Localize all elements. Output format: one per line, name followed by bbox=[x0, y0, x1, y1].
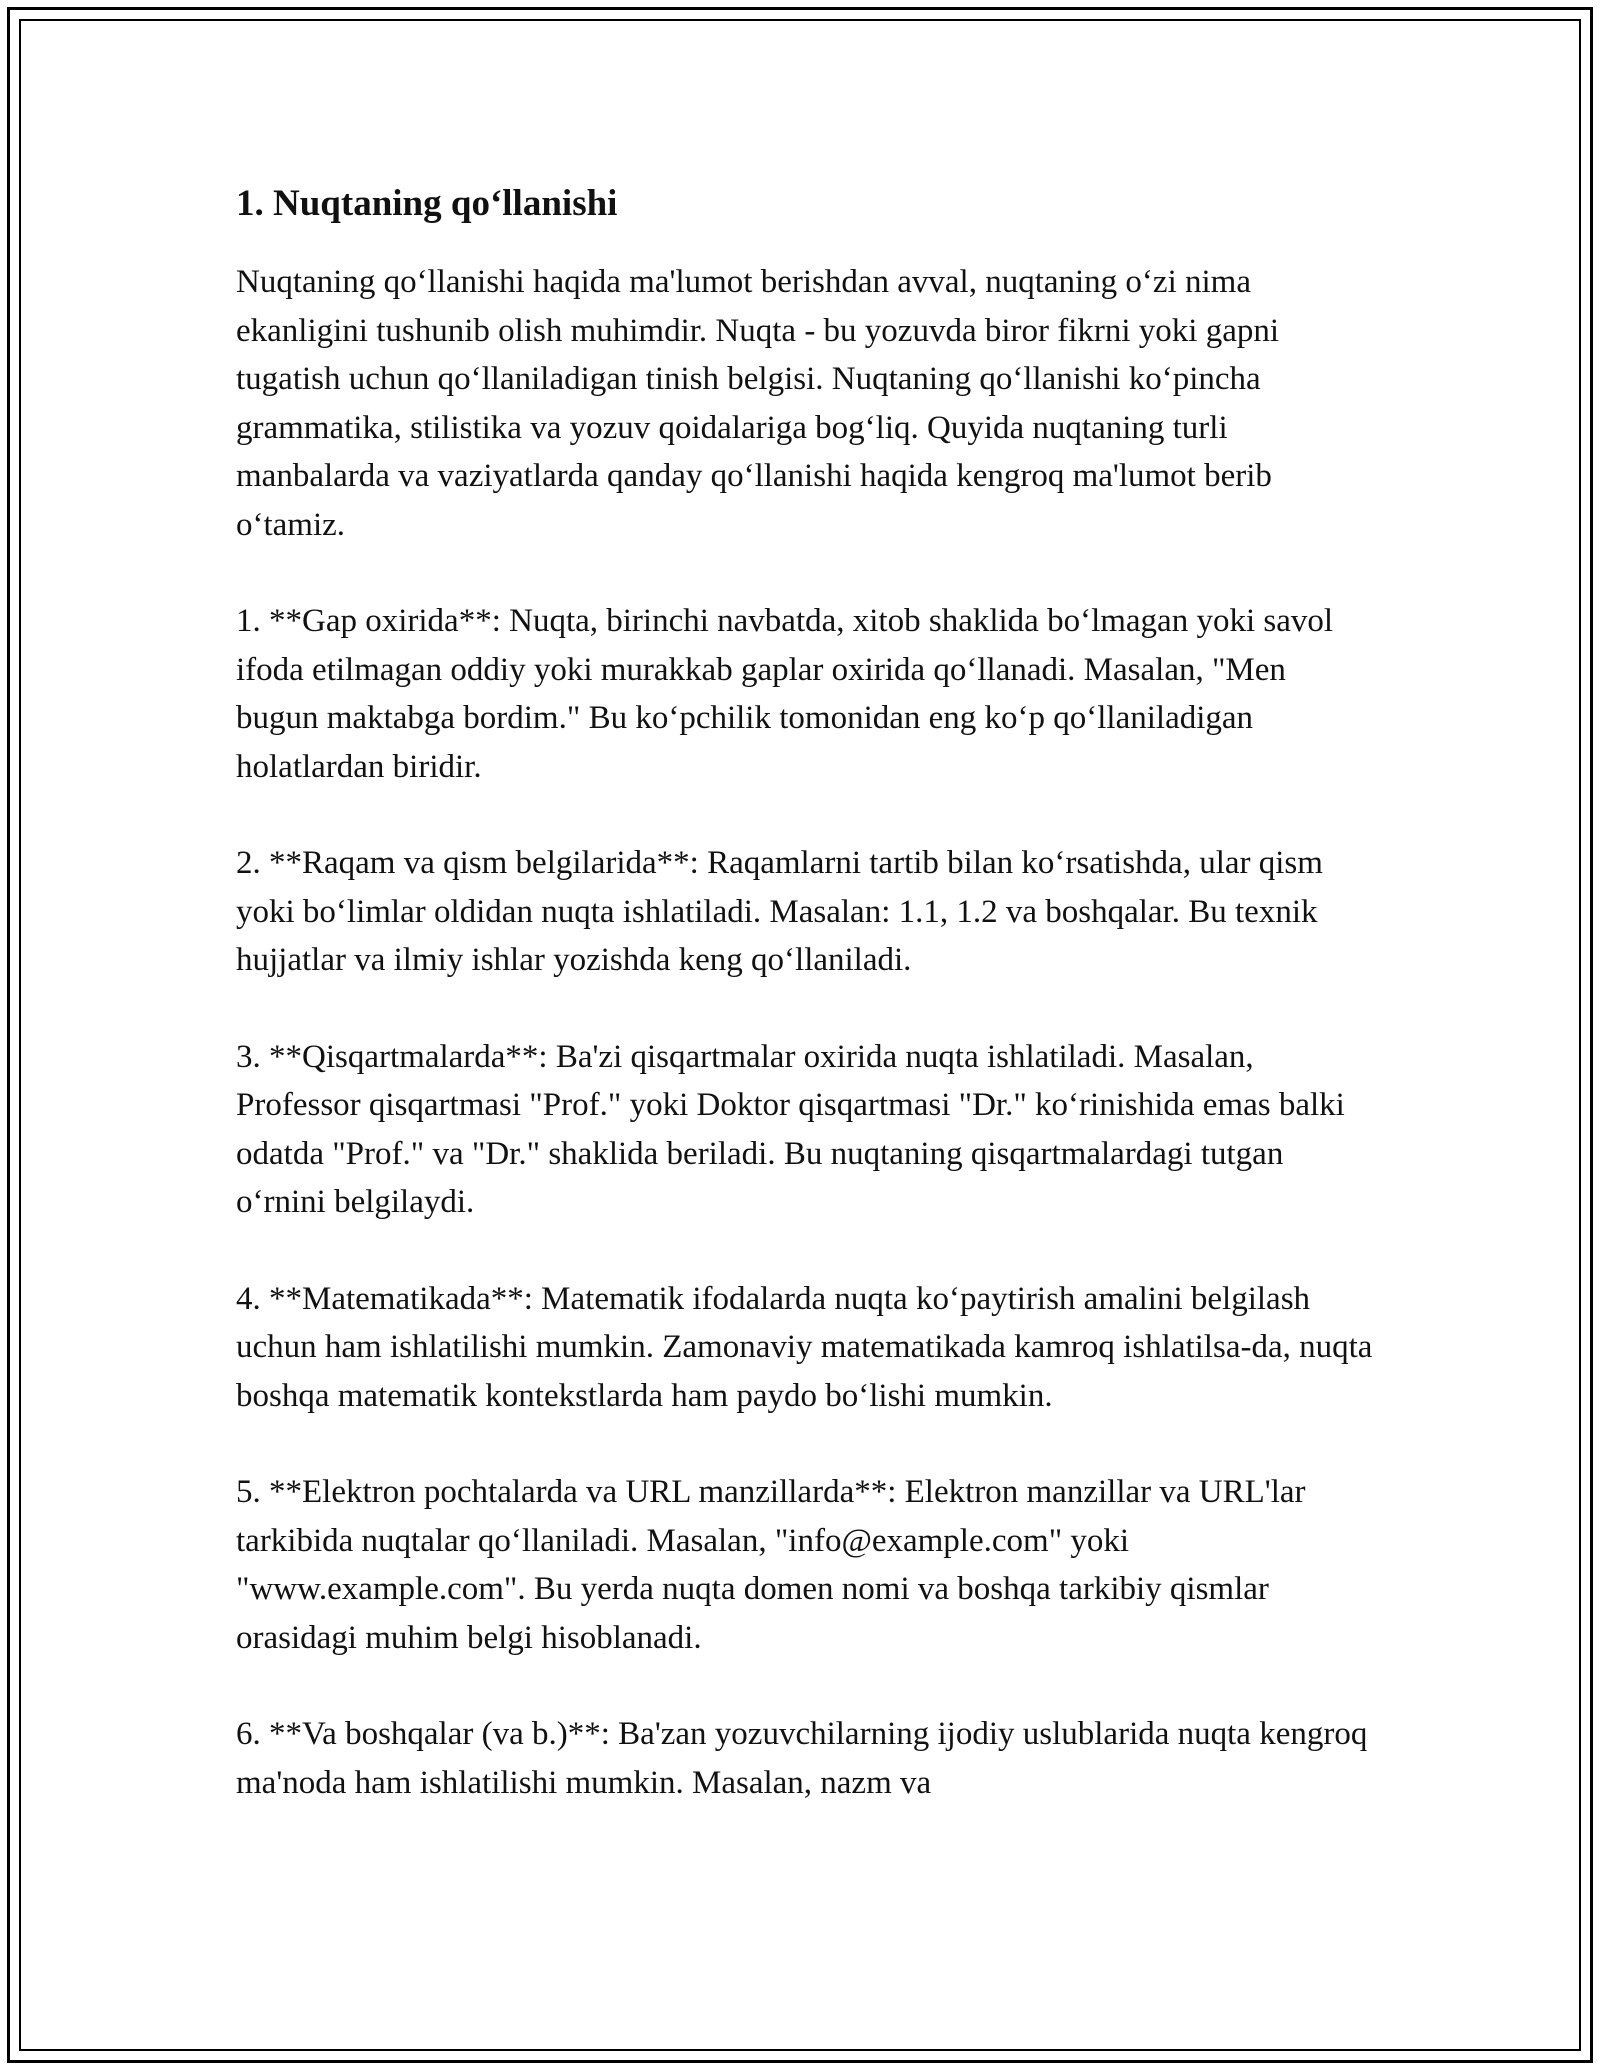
list-item-gap-oxirida: 1. **Gap oxirida**: Nuqta, birinchi navbatda, xitob shaklida bo‘lmagan yoki savol ifoda etilmagan oddiy yoki murakkab gaplar oxirida qo‘llanadi. Masalan, "Men bugun maktabga bordim." Bu ko‘pchilik tomonidan eng ko‘p qo‘llaniladigan holatlardan biridir. bbox=[236, 603, 1334, 785]
list-item-va-boshqalar: 6. **Va boshqalar (va b.)**: Ba'zan yozuvchilarning ijodiy uslublarida nuqta kengroq ma'noda ham ishlatilishi mumkin. Masalan, nazm va bbox=[236, 1716, 1368, 1801]
document-body bbox=[236, 178, 1376, 1855]
list-item-raqam-qism: 2. **Raqam va qism belgilarida**: Raqamlarni tartib bilan ko‘rsatishda, ular qism yoki bo‘limlar oldidan nuqta ishlatiladi. Masalan: 1.1, 1.2 va boshqalar. Bu texnik hujjatlar va ilmiy ishlar yozishda keng qo‘llaniladi. bbox=[236, 845, 1323, 978]
list-item-matematika: 4. **Matematikada**: Matematik ifodalarda nuqta ko‘paytirish amalini belgilash uchun ham ishlatilishi mumkin. Zamonaviy matematikada kamroq ishlatilsa-da, nuqta boshqa matematik kontekstlarda ham paydo bo‘lishi mumkin. bbox=[236, 1280, 1373, 1414]
list-item-elektron-pochta: 5. **Elektron pochtalarda va URL manzillarda**: Elektron manzillar va URL'lar tarkibida nuqtalar qo‘llaniladi. Masalan, "info@example.com" yoki "www.example.com". Bu yerda nuqta domen nomi va boshqa tarkibiy qismlar orasidagi muhim belgi hisoblanadi. bbox=[236, 1474, 1306, 1656]
intro-paragraph: Nuqtaning qo‘llanishi haqida ma'lumot berishdan avval, nuqtaning o‘zi nima ekanligini tushunib olish muhimdir. Nuqta - bu yozuvda biror fikrni yoki gapni tugatish uchun qo‘llaniladigan tinish belgisi. Nuqtaning qo‘llanishi ko‘pincha grammatika, stilistika va yozuv qoidalariga bog‘liq. Quyida nuqtaning turli manbalarda va vaziyatlarda qanday qo‘llanishi haqida kengroq ma'lumot berib o‘tamiz. bbox=[236, 264, 1280, 543]
list-item-qisqartmalar: 3. **Qisqartmalarda**: Ba'zi qisqartmalar oxirida nuqta ishlatiladi. Masalan, Professor qisqartmasi "Prof." yoki Doktor qisqartmasi "Dr." ko‘rinishida emas balki odatda "Prof." va "Dr." shaklida beriladi. Bu nuqtaning qisqartmalardagi tutgan o‘rnini belgilaydi. bbox=[236, 1038, 1345, 1220]
section-heading: 1. Nuqtaning qo‘llanishi bbox=[236, 183, 618, 224]
